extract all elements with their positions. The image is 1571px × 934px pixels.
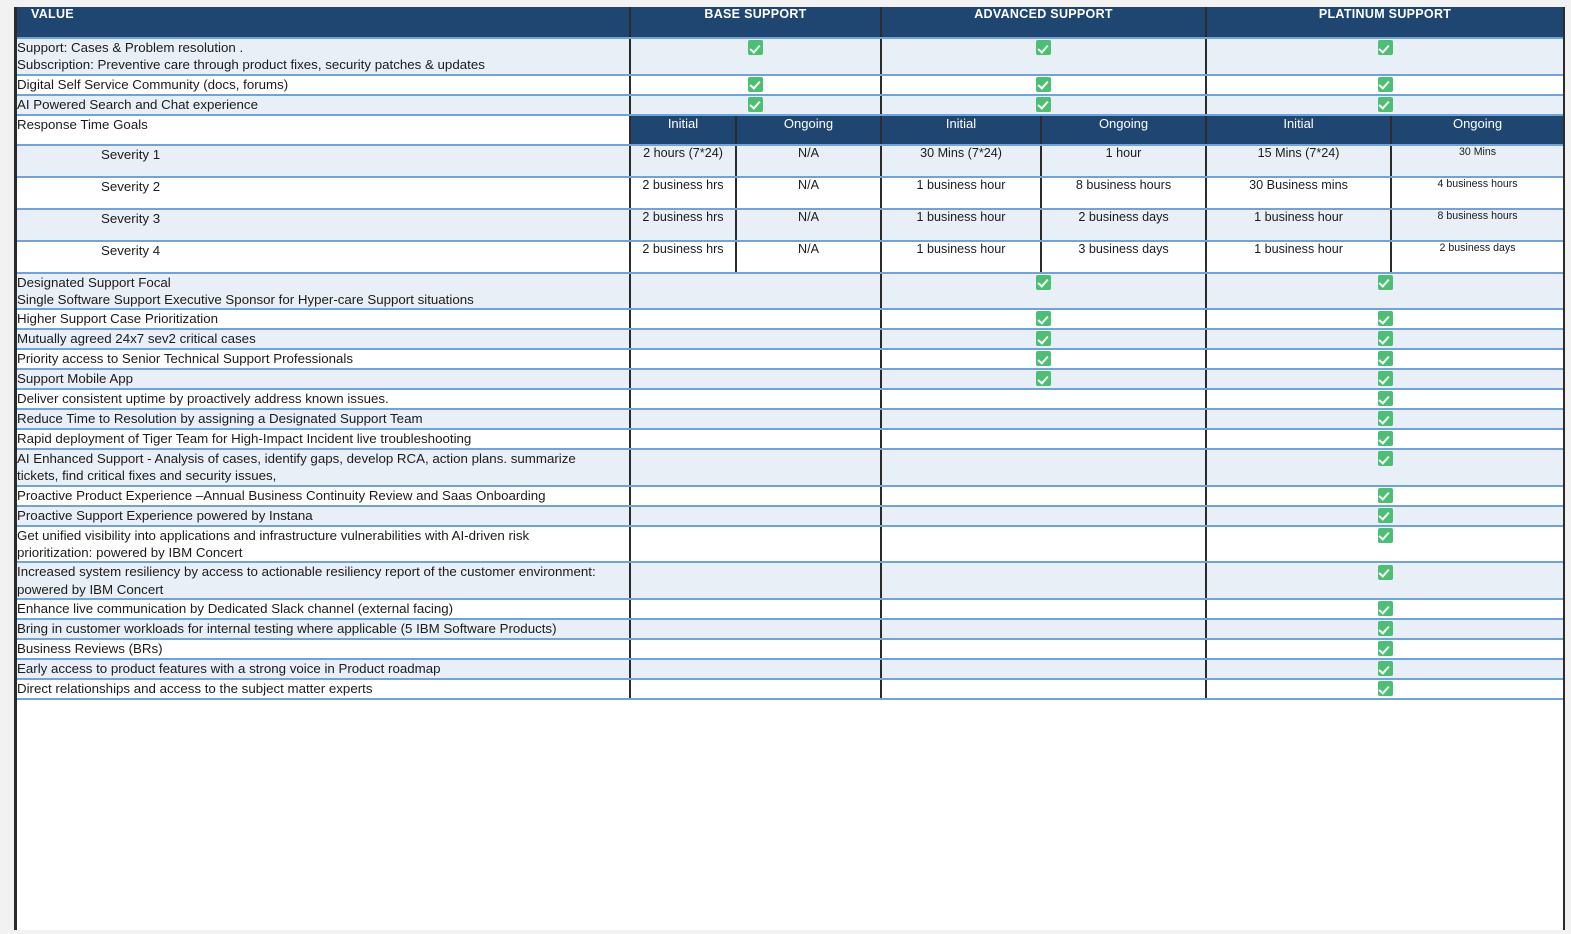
row-label-line2: Subscription: Preventive care through product fixes, security patches & updates [17,57,485,73]
cell-base-support [630,329,881,349]
table-body [17,7,1563,699]
cell-advanced-support [881,429,1206,449]
row-label-line2: powered by IBM Concert [17,581,164,597]
check-icon [1378,411,1393,426]
cell-base-support [630,409,881,429]
cell-base-ongoing: N/A [736,209,881,241]
column-header-platinum-support: PLATINUM SUPPORT [1206,7,1563,38]
row-label [17,526,630,563]
check-icon [1378,275,1393,290]
cell-platinum-support [1206,349,1563,369]
cell-advanced-support [881,273,1206,310]
check-icon [1036,40,1051,55]
subheader-base-ongoing: Ongoing [736,115,881,145]
cell-base-initial: 2 hours (7*24) [630,145,736,177]
check-icon [1378,681,1393,696]
cell-platinum-initial: 1 business hour [1206,241,1391,273]
row-label: Early access to product features with a strong voice in Product roadmap [17,659,630,679]
cell-platinum-ongoing: 30 Mins [1391,145,1563,177]
cell-platinum-support [1206,329,1563,349]
row-label: Enhance live communication by Dedicated Slack channel (external facing) [17,599,630,619]
cell-advanced-support [881,679,1206,699]
check-icon [1036,371,1051,386]
cell-advanced-initial: 30 Mins (7*24) [881,145,1041,177]
row-label: Severity 1 [17,145,630,177]
row-label: Proactive Product Experience –Annual Business Continuity Review and Saas Onboarding [17,486,630,506]
table-row [17,562,1563,599]
row-label [17,38,630,75]
cell-platinum-support [1206,389,1563,409]
cell-advanced-support [881,309,1206,329]
check-icon [1036,331,1051,346]
table-row [17,115,1563,145]
cell-base-support [630,38,881,75]
cell-platinum-support [1206,309,1563,329]
row-label: AI Powered Search and Chat experience [17,95,630,115]
row-label: Reduce Time to Resolution by assigning a Designated Support Team [17,409,630,429]
row-label-line1: Increased system resiliency by access to actionable resiliency report of the customer environment: [17,564,596,580]
cell-advanced-ongoing: 3 business days [1041,241,1206,273]
cell-advanced-support [881,506,1206,526]
row-label: Deliver consistent uptime by proactively address known issues. [17,389,630,409]
check-icon [1378,331,1393,346]
check-icon [1036,275,1051,290]
subheader-advanced-initial: Initial [881,115,1041,145]
cell-advanced-support [881,562,1206,599]
subheader-advanced-ongoing: Ongoing [1041,115,1206,145]
row-label: Response Time Goals [17,115,630,145]
check-icon [1378,77,1393,92]
cell-base-support [630,562,881,599]
cell-base-support [630,273,881,310]
cell-platinum-initial: 15 Mins (7*24) [1206,145,1391,177]
table-row [17,659,1563,679]
cell-base-support [630,429,881,449]
table-row [17,95,1563,115]
table-row [17,679,1563,699]
cell-platinum-support [1206,409,1563,429]
cell-platinum-support [1206,506,1563,526]
check-icon [748,40,763,55]
cell-advanced-support [881,639,1206,659]
table-row [17,449,1563,486]
row-label: Direct relationships and access to the subject matter experts [17,679,630,699]
cell-advanced-ongoing: 2 business days [1041,209,1206,241]
table-row [17,38,1563,75]
cell-base-support [630,659,881,679]
column-header-value: VALUE [17,7,630,38]
cell-platinum-ongoing: 4 business hours [1391,177,1563,209]
row-label: Severity 4 [17,241,630,273]
row-label: Higher Support Case Prioritization [17,309,630,329]
cell-base-ongoing: N/A [736,145,881,177]
row-label-line1: Support: Cases & Problem resolution . [17,40,244,55]
table-header-row [17,7,1563,38]
column-header-base-support: BASE SUPPORT [630,7,881,38]
cell-advanced-support [881,619,1206,639]
subheader-base-initial: Initial [630,115,736,145]
table-row [17,209,1563,241]
cell-advanced-support [881,349,1206,369]
table-row [17,177,1563,209]
table-row [17,75,1563,95]
cell-base-support [630,95,881,115]
check-icon [1378,621,1393,636]
cell-advanced-support [881,409,1206,429]
cell-advanced-support [881,599,1206,619]
check-icon [1378,371,1393,386]
cell-advanced-support [881,75,1206,95]
check-icon [1378,40,1393,55]
row-label: Digital Self Service Community (docs, forums) [17,75,630,95]
cell-advanced-support [881,449,1206,486]
cell-base-support [630,619,881,639]
cell-platinum-support [1206,449,1563,486]
check-icon [1036,97,1051,112]
row-label-line2: Single Software Support Executive Sponsor for Hyper-care Support situations [17,291,474,307]
cell-advanced-initial: 1 business hour [881,241,1041,273]
check-icon [1378,451,1393,466]
row-label: Mutually agreed 24x7 sev2 critical cases [17,329,630,349]
check-icon [1378,351,1393,366]
table-row [17,599,1563,619]
row-label-line1: Designated Support Focal [17,274,171,290]
row-label: Support Mobile App [17,369,630,389]
comparison-table-container [14,7,1565,930]
table-row [17,309,1563,329]
row-label: Bring in customer workloads for internal testing where applicable (5 IBM Software Products) [17,619,630,639]
column-header-advanced-support: ADVANCED SUPPORT [881,7,1206,38]
check-icon [1378,641,1393,656]
row-label-line2: prioritization: powered by IBM Concert [17,544,243,560]
cell-base-support [630,506,881,526]
row-label [17,562,630,599]
row-label [17,449,630,486]
cell-platinum-support [1206,75,1563,95]
cell-base-support [630,486,881,506]
check-icon [748,97,763,112]
table-row [17,409,1563,429]
table-row [17,389,1563,409]
cell-base-support [630,679,881,699]
row-label: Rapid deployment of Tiger Team for High-Impact Incident live troubleshooting [17,429,630,449]
cell-base-support [630,369,881,389]
cell-advanced-ongoing: 1 hour [1041,145,1206,177]
check-icon [1378,391,1393,406]
table-row [17,241,1563,273]
cell-platinum-support [1206,95,1563,115]
cell-advanced-support [881,369,1206,389]
cell-base-support [630,639,881,659]
row-label-line2: tickets, find critical fixes and security issues, [17,468,277,484]
check-icon [1378,488,1393,503]
cell-platinum-initial: 30 Business mins [1206,177,1391,209]
cell-platinum-support [1206,526,1563,563]
table-row [17,639,1563,659]
cell-platinum-support [1206,369,1563,389]
row-label: Severity 3 [17,209,630,241]
check-icon [1378,565,1393,580]
cell-platinum-ongoing: 8 business hours [1391,209,1563,241]
cell-advanced-support [881,526,1206,563]
cell-base-initial: 2 business hrs [630,241,736,273]
check-icon [748,77,763,92]
subheader-platinum-initial: Initial [1206,115,1391,145]
table-row [17,619,1563,639]
cell-advanced-support [881,486,1206,506]
cell-platinum-support [1206,619,1563,639]
cell-platinum-support [1206,659,1563,679]
table-row [17,349,1563,369]
support-tier-comparison-table [17,7,1563,700]
cell-base-support [630,309,881,329]
table-row [17,486,1563,506]
cell-platinum-support [1206,599,1563,619]
cell-platinum-support [1206,639,1563,659]
cell-advanced-ongoing: 8 business hours [1041,177,1206,209]
row-label-line1: AI Enhanced Support - Analysis of cases, identify gaps, develop RCA, action plans. summarize [17,451,576,467]
check-icon [1036,311,1051,326]
cell-base-support [630,75,881,95]
cell-advanced-support [881,38,1206,75]
row-label [17,273,630,310]
cell-advanced-support [881,389,1206,409]
check-icon [1036,351,1051,366]
table-row [17,526,1563,563]
check-icon [1378,431,1393,446]
cell-platinum-support [1206,679,1563,699]
cell-platinum-support [1206,273,1563,310]
subheader-platinum-ongoing: Ongoing [1391,115,1563,145]
row-label: Proactive Support Experience powered by Instana [17,506,630,526]
cell-platinum-support [1206,562,1563,599]
cell-base-initial: 2 business hrs [630,209,736,241]
cell-advanced-initial: 1 business hour [881,209,1041,241]
cell-base-ongoing: N/A [736,241,881,273]
table-row [17,329,1563,349]
row-label: Business Reviews (BRs) [17,639,630,659]
table-row [17,506,1563,526]
cell-base-support [630,389,881,409]
row-label-line1: Get unified visibility into applications and infrastructure vulnerabilities with AI-driven risk [17,527,530,543]
cell-base-ongoing: N/A [736,177,881,209]
check-icon [1378,97,1393,112]
cell-advanced-support [881,329,1206,349]
table-row [17,369,1563,389]
cell-advanced-support [881,95,1206,115]
check-icon [1036,77,1051,92]
cell-base-initial: 2 business hrs [630,177,736,209]
table-row [17,429,1563,449]
row-label: Priority access to Senior Technical Support Professionals [17,349,630,369]
check-icon [1378,311,1393,326]
check-icon [1378,528,1393,543]
cell-platinum-initial: 1 business hour [1206,209,1391,241]
cell-advanced-support [881,659,1206,679]
check-icon [1378,661,1393,676]
cell-platinum-support [1206,429,1563,449]
table-row [17,145,1563,177]
cell-platinum-support [1206,486,1563,506]
cell-base-support [630,349,881,369]
cell-base-support [630,599,881,619]
check-icon [1378,601,1393,616]
cell-advanced-initial: 1 business hour [881,177,1041,209]
check-icon [1378,508,1393,523]
table-row [17,273,1563,310]
cell-base-support [630,449,881,486]
cell-platinum-support [1206,38,1563,75]
cell-platinum-ongoing: 2 business days [1391,241,1563,273]
row-label: Severity 2 [17,177,630,209]
cell-base-support [630,526,881,563]
